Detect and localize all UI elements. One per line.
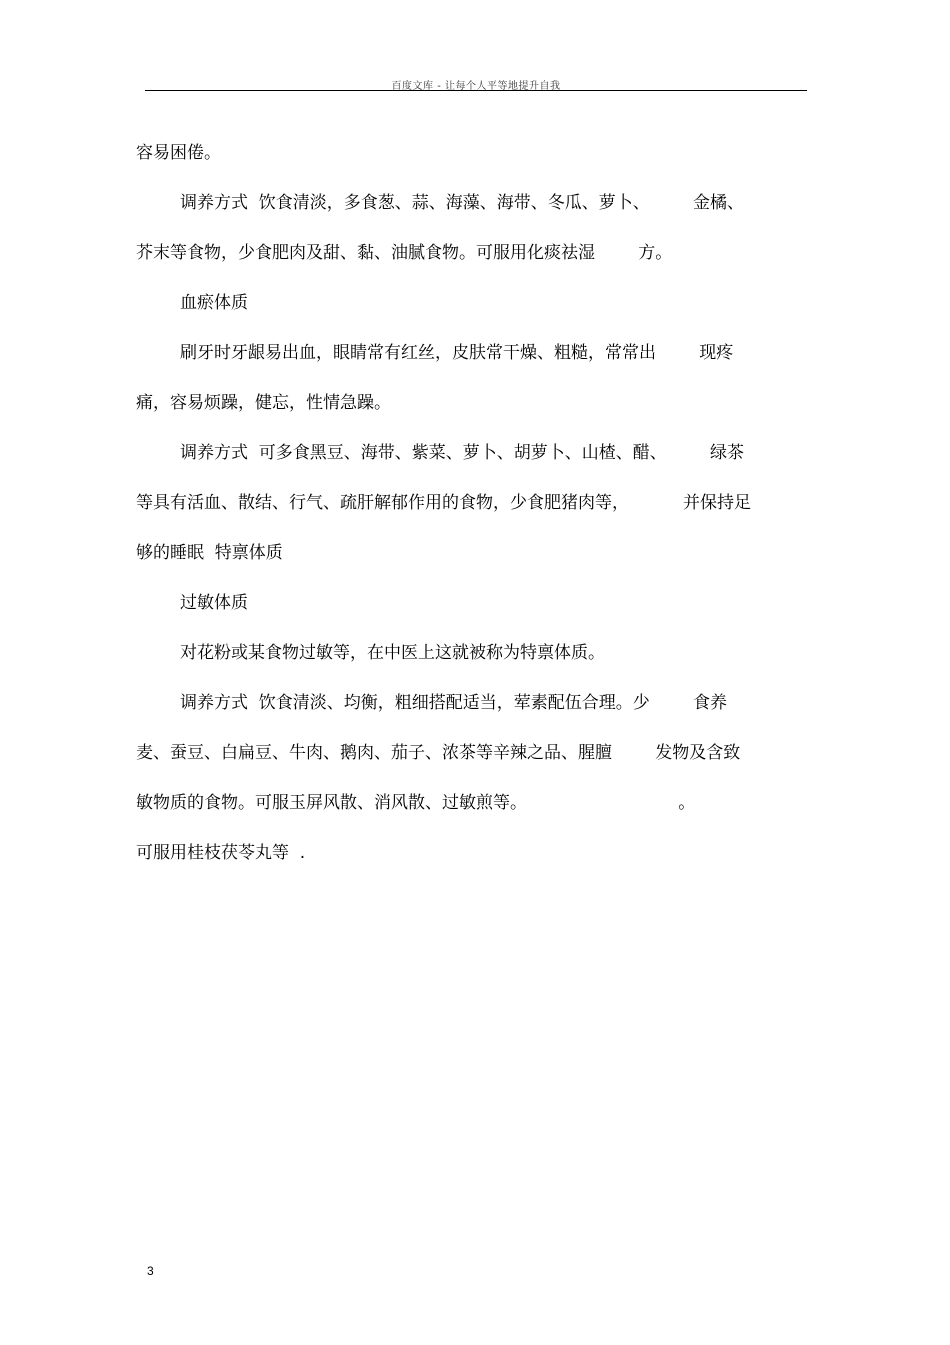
header-title: 百度文库 - 让每个人平等地提升自我 <box>391 81 561 92</box>
text-line: 敏物质的食物。可服玉屏风散、消风散、过敏煎等。 。 <box>136 793 696 813</box>
text-line: 调养方式 饮食清淡、均衡，粗细搭配适当，荤素配伍合理。少 食养 <box>180 693 728 713</box>
text-line: 刷牙时牙龈易出血，眼睛常有红丝，皮肤常干燥、粗糙，常常出 现疼 <box>180 343 734 363</box>
text-line: 可服用桂枝茯苓丸等 . <box>136 843 306 863</box>
text-line: 芥末等食物，少食肥肉及甜、黏、油腻食物。可服用化痰祛湿 方。 <box>136 243 673 263</box>
text-line: 痛，容易烦躁，健忘，性情急躁。 <box>136 393 391 413</box>
text-line: 过敏体质 <box>180 593 248 613</box>
text-line: 调养方式 饮食清淡，多食葱、蒜、海藻、海带、冬瓜、萝卜、 金橘、 <box>180 193 745 213</box>
text-line: 等具有活血、散结、行气、疏肝解郁作用的食物，少食肥猪肉等， 并保持足 <box>136 493 752 513</box>
text-line: 血瘀体质 <box>180 293 248 313</box>
page-header <box>145 74 807 91</box>
text-line: 麦、蚕豆、白扁豆、牛肉、鹅肉、茄子、浓茶等辛辣之品、腥膻 发物及含致 <box>136 743 741 763</box>
text-line: 容易困倦。 <box>136 143 221 163</box>
text-line: 对花粉或某食物过敏等，在中医上这就被称为特禀体质。 <box>180 643 605 663</box>
text-line: 够的睡眠 特禀体质 <box>136 543 283 563</box>
page-number: 3 <box>147 1264 154 1278</box>
text-line: 调养方式 可多食黑豆、海带、紫菜、萝卜、胡萝卜、山楂、醋、 绿茶 <box>180 443 745 463</box>
